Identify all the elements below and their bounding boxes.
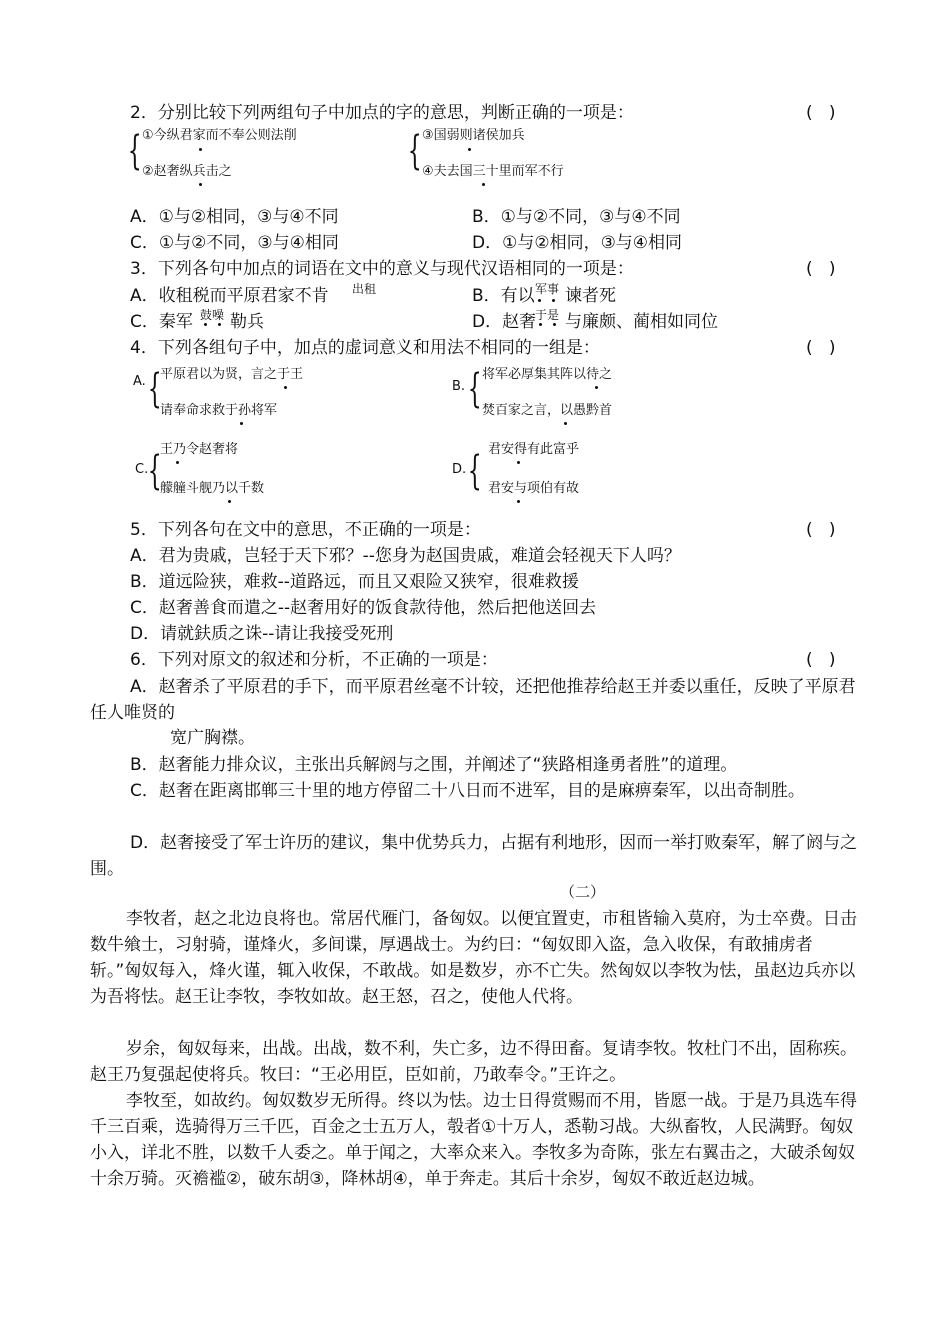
q2-option-d: D．①与②相同，③与④相同 <box>472 233 683 253</box>
q5-option-d: D．请就鈇质之诛--请让我接受死刑 <box>130 624 394 644</box>
q5-stem: 5．下列各句在文中的意思，不正确的一项是： <box>130 520 481 540</box>
q5-option-a: A．君为贵戚，岂轻于天下邪？--您身为赵国贵戚，难道会轻视天下人吗？ <box>130 546 681 566</box>
q4-b-sentence-2: 焚百家之言，以愚黔首 <box>482 403 613 418</box>
q4-brace-b: { <box>467 366 482 412</box>
q4-label-d: D. <box>452 462 467 477</box>
q6-option-b: B．赵奢能力排众议，主张出兵解阏与之围，并阐述了“狭路相逢勇者胜”的道理。 <box>130 755 738 775</box>
q3-option-c-tail: 勒兵 <box>230 312 264 332</box>
q4-label-c: C. <box>135 462 149 477</box>
q4-c-sentence-2: 艨艟斗舰乃以千数 <box>160 481 265 496</box>
q4-brace-d: { <box>467 448 482 494</box>
q5-option-c: C．赵奢善食而遣之--赵奢用好的饭食款待他，然后把他送回去 <box>130 598 597 618</box>
emphasis-dot <box>517 461 520 464</box>
q6-stem: 6．下列对原文的叙述和分析，不正确的一项是： <box>130 650 498 670</box>
passage-paragraph-3: 李牧至，如故约。匈奴数岁无所得。终以为怯。边士日得赏赐而不用，皆愿一战。于是乃具选车得千三百乘，选骑得万三千匹，百金之士五万人，彀者①十万人，悉勒习战。大纵畜牧，人民满野。匈奴小入，详北不胜，以数千人委之。单于闻之，大率众来入。李牧多为奇陈，张左右翼击之，大破杀匈奴十余万骑。灭襜褴②，破东胡③，降林胡④，单于奔走。其后十余岁，匈奴不敢近赵边城。 <box>90 1091 857 1189</box>
q4-d-sentence-2: 君安与项伯有故 <box>488 481 580 496</box>
emphasis-dot <box>284 386 287 389</box>
q2-sentence-3: ③国弱则诸侯加兵 <box>422 128 525 143</box>
section-heading: （二） <box>560 883 606 901</box>
emphasis-dot <box>517 500 520 503</box>
q3-option-c-word: 鼓噪 <box>200 308 225 322</box>
q2-answer-paren: ( ) <box>806 103 836 123</box>
q2-brace-right: { <box>407 128 422 174</box>
q4-answer-paren: ( ) <box>806 338 836 358</box>
q4-label-b: B. <box>452 379 466 394</box>
q3-option-b-tail: 谏者死 <box>565 286 616 306</box>
q3-answer-paren: ( ) <box>806 259 836 279</box>
emphasis-dot <box>564 422 567 425</box>
emphasis-dot <box>539 323 542 326</box>
emphasis-dot <box>552 299 555 302</box>
q2-option-c: C．①与②不同，③与④相同 <box>130 233 339 253</box>
emphasis-dot <box>228 500 231 503</box>
q3-option-b: B．有以 <box>472 286 535 306</box>
q5-answer-paren: ( ) <box>806 520 836 540</box>
passage-paragraph-2: 岁余，匈奴每来，出战。出战，数不利，失亡多，边不得田畜。复请李牧。牧杜门不出，固称疾。赵王乃复强起使将兵。牧曰：“王必用臣，臣如前，乃敢奉令。”王许之。 <box>90 1039 857 1085</box>
q6-option-c: C．赵奢在距离邯郸三十里的地方停留二十八日而不进军，目的是麻痹秦军，以出奇制胜。 <box>130 781 805 801</box>
q4-d-sentence-1: 君安得有此富乎 <box>488 442 580 457</box>
emphasis-dot <box>176 461 179 464</box>
emphasis-dot <box>482 183 485 186</box>
q6-option-a: A．赵奢杀了平原君的手下，而平原君丝毫不计较，还把他推荐给赵王并委以重任，反映了平原君任人唯贤的 <box>90 677 856 723</box>
q4-brace-c: { <box>147 448 162 494</box>
emphasis-dot <box>553 323 556 326</box>
emphasis-dot <box>468 148 471 151</box>
q3-option-d-tail: 与廉颇、蔺相如同位 <box>565 312 718 332</box>
q6-option-d: D．赵奢接受了军士许历的建议，集中优势兵力，占据有利地形，因而一举打败秦军，解了阏与之围。 <box>90 833 858 879</box>
passage-paragraph-1: 李牧者，赵之北边良将也。常居代雁门，备匈奴。以便宜置吏，市租皆输入莫府，为士卒费。日击数牛飨士，习射骑，谨烽火，多间谍，厚遇战士。为约曰：“匈奴即入盗，急入收保，有敢捕虏者斩。”匈奴每入，烽火谨，辄入收保，不敢战。如是数岁，亦不亡失。然匈奴以李牧为怯，虽赵边兵亦以为吾将怯。赵王让李牧，李牧如故。赵王怒，召之，使他人代将。 <box>90 909 857 1007</box>
emphasis-dot <box>199 148 202 151</box>
q3-option-c: C．秦军 <box>130 312 193 332</box>
q3-stem: 3．下列各句中加点的词语在文中的意义与现代汉语相同的一项是： <box>130 259 634 279</box>
q6-answer-paren: ( ) <box>806 650 836 670</box>
q6-option-a-continued: 宽广胸襟。 <box>170 728 255 748</box>
q4-brace-a: { <box>147 366 162 412</box>
q4-c-sentence-1: 王乃令赵奢将 <box>160 442 239 457</box>
q3-option-b-word: 军事 <box>535 282 560 296</box>
q4-label-a: A. <box>133 374 146 389</box>
q4-a-sentence-2: 请奉命求救于孙将军 <box>160 403 278 418</box>
q3-option-a-word: 出租 <box>352 282 377 296</box>
q2-sentence-4: ④夫去国三十里而军不行 <box>422 164 564 179</box>
q2-brace-left: { <box>127 128 142 174</box>
q2-option-a: A．①与②相同，③与④不同 <box>130 207 339 227</box>
emphasis-dot <box>240 422 243 425</box>
q4-a-sentence-1: 平原君以为贤，言之于王 <box>160 367 304 382</box>
emphasis-dot <box>538 299 541 302</box>
q2-sentence-1: ①今纵君家而不奉公则法削 <box>142 128 297 143</box>
emphasis-dot <box>199 183 202 186</box>
q4-b-sentence-1: 将军必厚集其阵以待之 <box>482 367 613 382</box>
q2-option-b: B．①与②不同，③与④不同 <box>472 207 681 227</box>
q5-option-b: B．道远险狭，难救--道路远，而且又艰险又狭窄，很难救援 <box>130 572 579 592</box>
q2-sentence-2: ②赵奢纵兵击之 <box>142 164 232 179</box>
emphasis-dot <box>218 323 221 326</box>
q3-option-a: A．收租税而平原君家不肯 <box>130 286 329 306</box>
q3-option-d-word: 于是 <box>535 308 560 322</box>
q2-stem: 2．分别比较下列两组句子中加点的字的意思，判断正确的一项是： <box>130 103 634 123</box>
emphasis-dot <box>595 386 598 389</box>
emphasis-dot <box>204 323 207 326</box>
q3-option-d: D．赵奢 <box>472 312 537 332</box>
q4-stem: 4．下列各组句子中，加点的虚词意义和用法不相同的一组是： <box>130 338 600 358</box>
